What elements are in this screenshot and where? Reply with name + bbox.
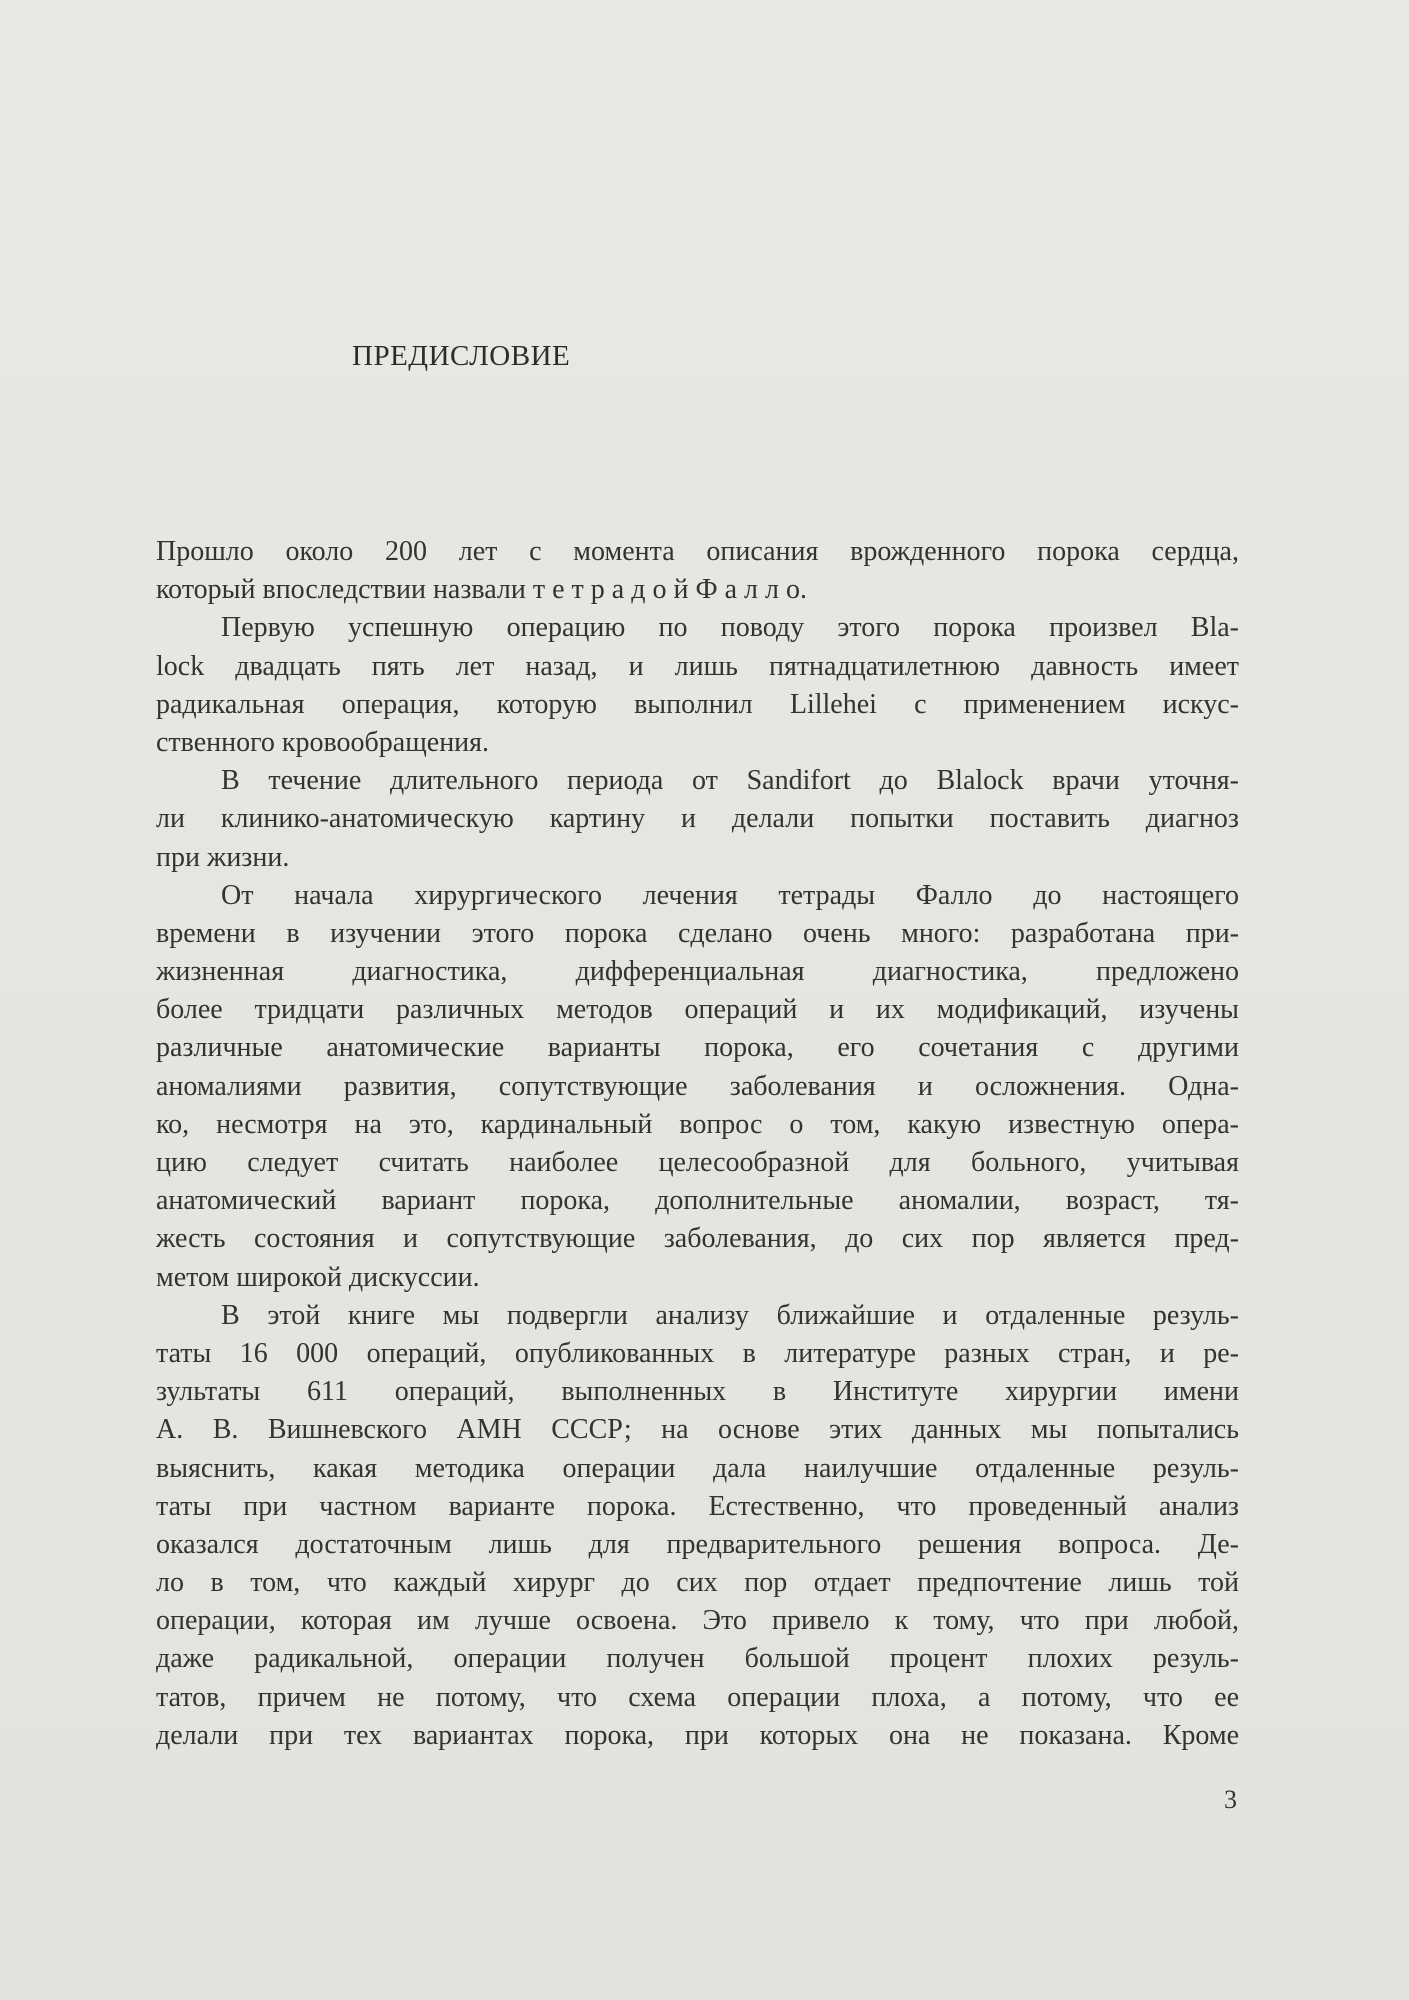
text-line: Первую успешную операцию по поводу этого порока произвел Bla- [221, 612, 1239, 644]
text-line: анатомический вариант порока, дополнительные аномалии, возраст, тя- [156, 1185, 1239, 1217]
text-line: ственного кровообращения. [156, 726, 490, 758]
text-line: таты 16 000 операций, опубликованных в литературе разных стран, и ре- [156, 1337, 1239, 1369]
text-line: зультаты 611 операций, выполненных в Институте хирургии имени [156, 1376, 1239, 1408]
text-line: От начала хирургического лечения тетрады Фалло до настоящего [221, 879, 1239, 911]
text-line: ко, несмотря на это, кардинальный вопрос о том, какую известную опера- [156, 1108, 1239, 1140]
page-number: 3 [1224, 1785, 1237, 1814]
text-line: оказался достаточным лишь для предварительного решения вопроса. Де- [156, 1528, 1239, 1560]
text-line: более тридцати различных методов операций и их модификаций, изучены [156, 994, 1239, 1026]
text-line: цию следует считать наиболее целесообразной для больного, учитывая [156, 1147, 1239, 1178]
text-line: операции, которая им лучше освоена. Это привело к тому, что при любой, [156, 1605, 1239, 1637]
text-line: lock двадцать пять лет назад, и лишь пятнадцатилетнюю давность имеет [156, 650, 1239, 682]
preface-text [156, 533, 1239, 1755]
text-line: аномалиями развития, сопутствующие заболевания и осложнения. Одна- [156, 1070, 1239, 1102]
text-line: таты при частном варианте порока. Естественно, что проведенный анализ [156, 1490, 1239, 1522]
text-line: метом широкой дискуссии. [156, 1261, 480, 1293]
text-line: ло в том, что каждый хирург до сих пор отдает предпочтение лишь той [156, 1567, 1239, 1599]
text-line: выяснить, какая методика операции дала наилучшие отдаленные резуль- [156, 1452, 1239, 1484]
text-line: А. В. Вишневского АМН СССР; на основе этих данных мы попытались [156, 1414, 1239, 1446]
text-line: В течение длительного периода от Sandifort до Blalock врачи уточня- [221, 765, 1239, 797]
text-line: делали при тех вариантах порока, при которых она не показана. Кроме [156, 1719, 1239, 1751]
text-line: радикальная операция, которую выполнил Lillehei с применением искус- [156, 688, 1239, 720]
text-line: жизненная диагностика, дифференциальная диагностика, предложено [156, 956, 1239, 988]
text-line: ли клинико-анатомическую картину и делали попытки поставить диагноз [156, 803, 1239, 835]
text-line: времени в изучении этого порока сделано очень много: разработана при- [156, 917, 1239, 949]
text-line: различные анатомические варианты порока, его сочетания с другими [156, 1032, 1239, 1064]
text-line: В этой книге мы подвергли анализу ближайшие и отдаленные резуль- [221, 1299, 1239, 1331]
text-line: при жизни. [156, 841, 290, 873]
text-line: даже радикальной, операции получен большой процент плохих резуль- [156, 1643, 1239, 1675]
text-line: жесть состояния и сопутствующие заболевания, до сих пор является пред- [156, 1223, 1239, 1255]
page-title: ПРЕДИСЛОВИЕ [352, 340, 571, 372]
text-line: который впоследствии назвали т е т р а д о й Ф а л л о. [156, 574, 807, 606]
text-line: татов, причем не потому, что схема операции плоха, а потому, что ее [156, 1681, 1239, 1713]
text-line: Прошло около 200 лет с момента описания врожденного порока сердца, [156, 536, 1239, 567]
